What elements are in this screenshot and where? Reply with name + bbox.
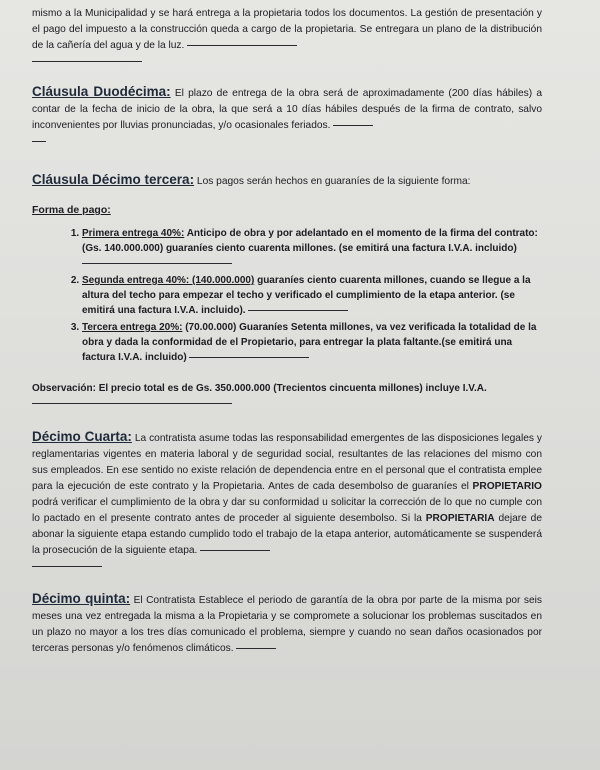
clausula-12-text: El plazo de entrega de la obra será de aproximadamente (200 días hábiles) a contar de la fecha de inicio de la obra, la que será a 10 días hábiles después de la firma de contrato, salvo inconvenientes por lluvias pronunciadas, y/o ocasionales feriados. bbox=[32, 88, 542, 131]
clausula-12 bbox=[32, 84, 542, 150]
propietaria-term: PROPIETARIA bbox=[425, 513, 495, 524]
fill-line bbox=[32, 566, 102, 567]
fill-line bbox=[333, 125, 373, 126]
clausula-13-heading: Cláusula Décimo tercera: bbox=[32, 172, 195, 187]
intro-paragraph bbox=[32, 6, 542, 70]
fill-line bbox=[82, 263, 232, 264]
payment-item-text: guaraníes ciento cuarenta millones, cuando se llegue a la altura del techo para empezar el techo y verificado el cumplimiento de la etapa anterior. (se emitirá una factura I.V.A. incluido). bbox=[82, 275, 531, 316]
clausula-15-text: El Contratista Establece el periodo de garantía de la obra por parte de la misma por seis meses una vez entregada la misma a la Propietaria y se compromete a solucionar los problemas suscitados en un plazo no mayor a los tres días comunicado el problema, siempre y cuando no sean daños ocasionados por terceras personas y/o fenómenos climáticos. bbox=[32, 595, 542, 654]
clausula-14 bbox=[32, 429, 542, 575]
fill-line bbox=[187, 45, 297, 46]
fill-line bbox=[189, 357, 309, 358]
payment-item-1 bbox=[82, 226, 542, 271]
payment-item-title: Segunda entrega 40%: (140.000.000) bbox=[82, 275, 255, 286]
forma-de-pago-label: Forma de pago: bbox=[32, 204, 111, 216]
fill-line bbox=[32, 61, 142, 62]
clausula-15 bbox=[32, 591, 542, 657]
intro-text: mismo a la Municipalidad y se hará entrega a la propietaria todos los documentos. La gestión de presentación y el pago del impuesto a la construcción queda a cargo de la propietaria. Se entregara un plano de la distribución de la cañería del agua y de la luz. bbox=[32, 8, 542, 51]
clausula-13 bbox=[32, 172, 542, 190]
payment-item-text: (70.00.000) Guaraníes Setenta millones, va vez verificada la totalidad de la obra y dada la conformidad de el Propietario, para entregar la plata faltante.(se emitirá una factura I.V.A. incluido) bbox=[82, 322, 537, 363]
observacion-text: Observación: El precio total es de Gs. 350.000.000 (Trecientos cincuenta millones) incluye I.V.A. bbox=[32, 383, 487, 394]
clausula-14-text-b: podrá verificar el cumplimiento de la obra y dar su conformidad u solicitar la corrección de lo que no cumple con lo pactado en el presente contrato antes de proceder al siguiente desembolso. Si la bbox=[32, 497, 542, 524]
payment-item-title: Tercera entrega 20%: bbox=[82, 322, 183, 333]
payment-item-text: Anticipo de obra y por adelantado en el momento de la firma del contrato: (Gs. 140.000.000) guaraníes ciento cuarenta millones. (se emitirá una factura I.V.A. incluido) bbox=[82, 228, 538, 254]
payment-list bbox=[32, 226, 542, 365]
clausula-14-heading: Décimo Cuarta: bbox=[32, 429, 132, 444]
fill-line bbox=[248, 310, 348, 311]
payment-item-title: Primera entrega 40%: bbox=[82, 228, 185, 239]
payment-item-2 bbox=[82, 273, 542, 318]
propietario-term: PROPIETARIO bbox=[472, 481, 542, 492]
fill-line bbox=[236, 648, 276, 649]
fill-line bbox=[200, 550, 270, 551]
clausula-14-text-c: dejare de abonar la siguiente etapa estando cumplido todo el trabajo de la etapa anterior, automáticamente se suspenderá la prosecución de la siguiente etapa. bbox=[32, 513, 542, 556]
fill-line bbox=[32, 141, 46, 142]
clausula-15-heading: Décimo quinta: bbox=[32, 591, 131, 606]
observacion bbox=[32, 381, 542, 411]
clausula-14-text-a: La contratista asume todas las responsabilidad emergentes de las disposiciones legales y reglamentarias vigentes en materia laboral y de seguridad social, resultantes de las relaciones del mismo con sus empleados. En ese sentido no existe relación de dependencia entre en el personal que el contratista emplee para la ejecución de este contrato y la Propietaria. Antes de cada desembolso de guaraníes el bbox=[32, 433, 542, 492]
clausula-12-heading: Cláusula Duodécima: bbox=[32, 84, 171, 99]
payment-item-3 bbox=[82, 320, 542, 365]
document-body bbox=[32, 6, 542, 657]
clausula-13-text: Los pagos serán hechos en guaraníes de la siguiente forma: bbox=[196, 176, 471, 187]
fill-line bbox=[32, 403, 232, 404]
